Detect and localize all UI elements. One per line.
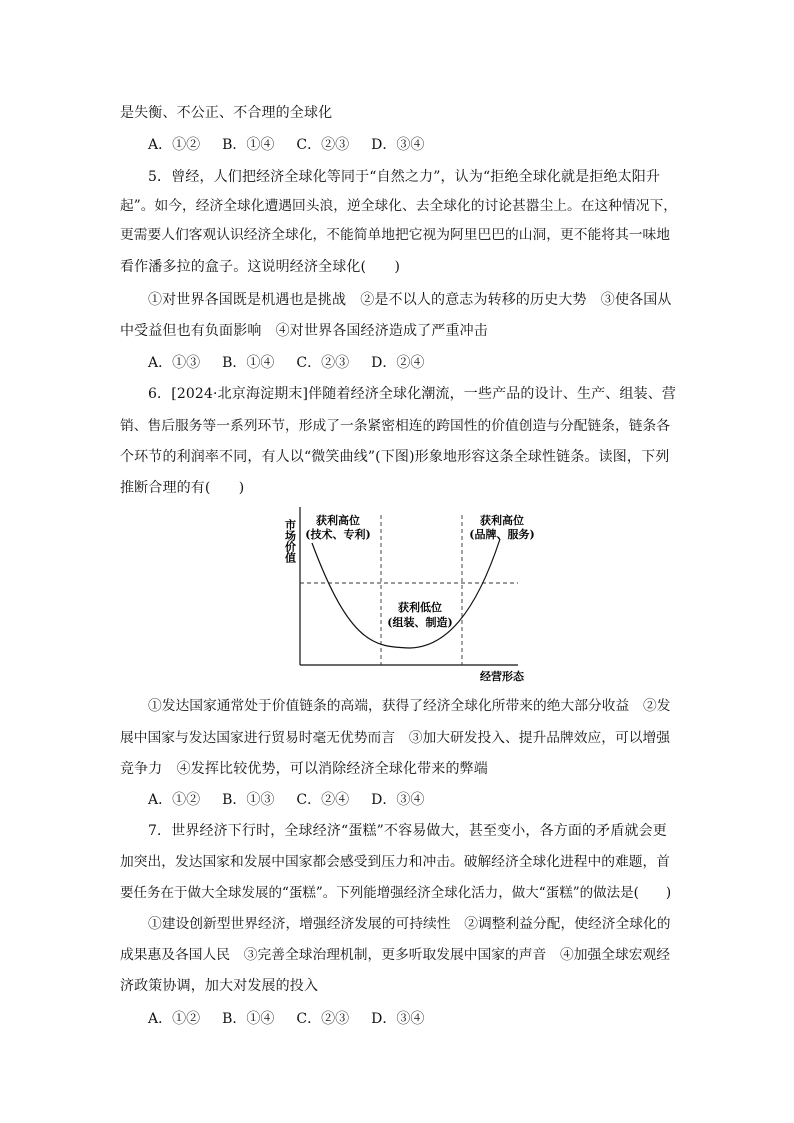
q4-option-b[interactable]: B．①④ <box>222 137 275 153</box>
annotation-low-detail: (组装、制造) <box>387 616 453 629</box>
q4-stem-tail: 是失衡、不公正、不合理的全球化 <box>120 105 333 121</box>
q5-statement-line: ①对世界各国既是机遇也是挑战 ②是不以人的意志为转移的历史大势 ③使各国从 <box>148 292 672 308</box>
q6-stem-line: 6．[2024·北京海淀期末]伴随着经济全球化潮流，一些产品的设计、生产、组装、营 <box>148 386 677 402</box>
q5-options <box>148 354 446 372</box>
q6-statement-line: 展中国家与发达国家进行贸易时毫无优势而言 ③加大研发投入、提升品牌效应，可以增强 <box>120 730 671 746</box>
smile-curve-chart <box>280 505 540 683</box>
q6-option-a[interactable]: A．①② <box>148 792 201 808</box>
q6-stem-line: 销、售后服务等一系列环节，形成了一条紧密相连的跨国性的价值创造与分配链条，链条各 <box>120 418 671 434</box>
q5-stem-line: 起”。如今，经济全球化遭遇回头浪，逆全球化、去全球化的讨论甚嚣尘上。在这种情况下， <box>120 198 678 214</box>
q4-option-a[interactable]: A．①② <box>148 137 201 153</box>
annotation-low-title: 获利低位 <box>398 601 442 614</box>
q7-option-c[interactable]: C．②③ <box>296 1011 350 1027</box>
q6-statement-line: ①发达国家通常处于价值链条的高端，获得了经济全球化所带来的绝大部分收益 ②发 <box>148 698 671 714</box>
q7-statement-line: ①建设创新型世界经济，增强经济发展的可持续性 ②调整利益分配，使经济全球化的 <box>148 916 671 932</box>
smile-curve <box>312 539 500 648</box>
q7-stem-line: 要任务在于做大全球发展的“蛋糕”。下列能增强经济全球化活力，做大“蛋糕”的做法是( ) <box>120 885 672 901</box>
q5-stem-line: 5．曾经，人们把经济全球化等同于“自然之力”，认为“拒绝全球化就是拒绝太阳升 <box>148 169 661 185</box>
q4-option-c[interactable]: C．②③ <box>296 137 350 153</box>
q5-option-a[interactable]: A．①③ <box>148 355 201 371</box>
q5-stem-line: 更需要人们客观认识经济全球化，不能简单地把它视为阿里巴巴的山洞，更不能将其一味地 <box>120 227 671 243</box>
q7-options <box>148 1010 446 1028</box>
q5-stem-line: 看作潘多拉的盒子。这说明经济全球化( ) <box>120 259 401 275</box>
q4-options <box>148 136 446 154</box>
q6-option-d[interactable]: D．③④ <box>371 792 425 808</box>
q5-option-d[interactable]: D．②④ <box>371 355 425 371</box>
q5-option-c[interactable]: C．②③ <box>296 355 350 371</box>
q7-statement-line: 成果惠及各国人民 ③完善全球治理机制，更多听取发展中国家的声音 ④加强全球宏观经 <box>120 947 671 963</box>
q6-option-c[interactable]: C．②④ <box>296 792 350 808</box>
annotation-high-right-title: 获利高位 <box>480 514 524 527</box>
q7-stem-line: 7．世界经济下行时，全球经济“蛋糕”不容易做大，甚至变小，各方面的矛盾就会更 <box>148 823 667 839</box>
q7-option-d[interactable]: D．③④ <box>371 1011 425 1027</box>
x-axis-label: 经营形态 <box>480 670 524 683</box>
annotation-high-right-detail: (品牌、服务) <box>469 528 535 541</box>
q6-statement-line: 竞争力 ④发挥比较优势，可以消除经济全球化带来的弊端 <box>120 761 488 777</box>
q6-stem-line: 个环节的利润率不同，有人以“微笑曲线”(下图)形象地形容这条全球性链条。读图，下列 <box>120 449 670 465</box>
q6-stem-line: 推断合理的有( ) <box>120 480 245 496</box>
q6-options <box>148 791 446 809</box>
y-axis-label: 市场价值 <box>283 519 297 563</box>
q4-option-d[interactable]: D．③④ <box>371 137 425 153</box>
q7-statement-line: 济政策协调，加大对发展的投入 <box>120 978 319 994</box>
annotation-high-left-title: 获利高位 <box>316 514 360 527</box>
annotation-high-left-detail: (技术、专利) <box>305 528 371 541</box>
q7-option-b[interactable]: B．①④ <box>222 1011 275 1027</box>
q6-option-b[interactable]: B．①③ <box>222 792 275 808</box>
q7-option-a[interactable]: A．①② <box>148 1011 201 1027</box>
q5-option-b[interactable]: B．①④ <box>222 355 275 371</box>
q5-statement-line: 中受益但也有负面影响 ④对世界各国经济造成了严重冲击 <box>120 323 488 339</box>
q7-stem-line: 加突出，发达国家和发展中国家都会感受到压力和冲击。破解经济全球化进程中的难题，首 <box>120 854 671 870</box>
